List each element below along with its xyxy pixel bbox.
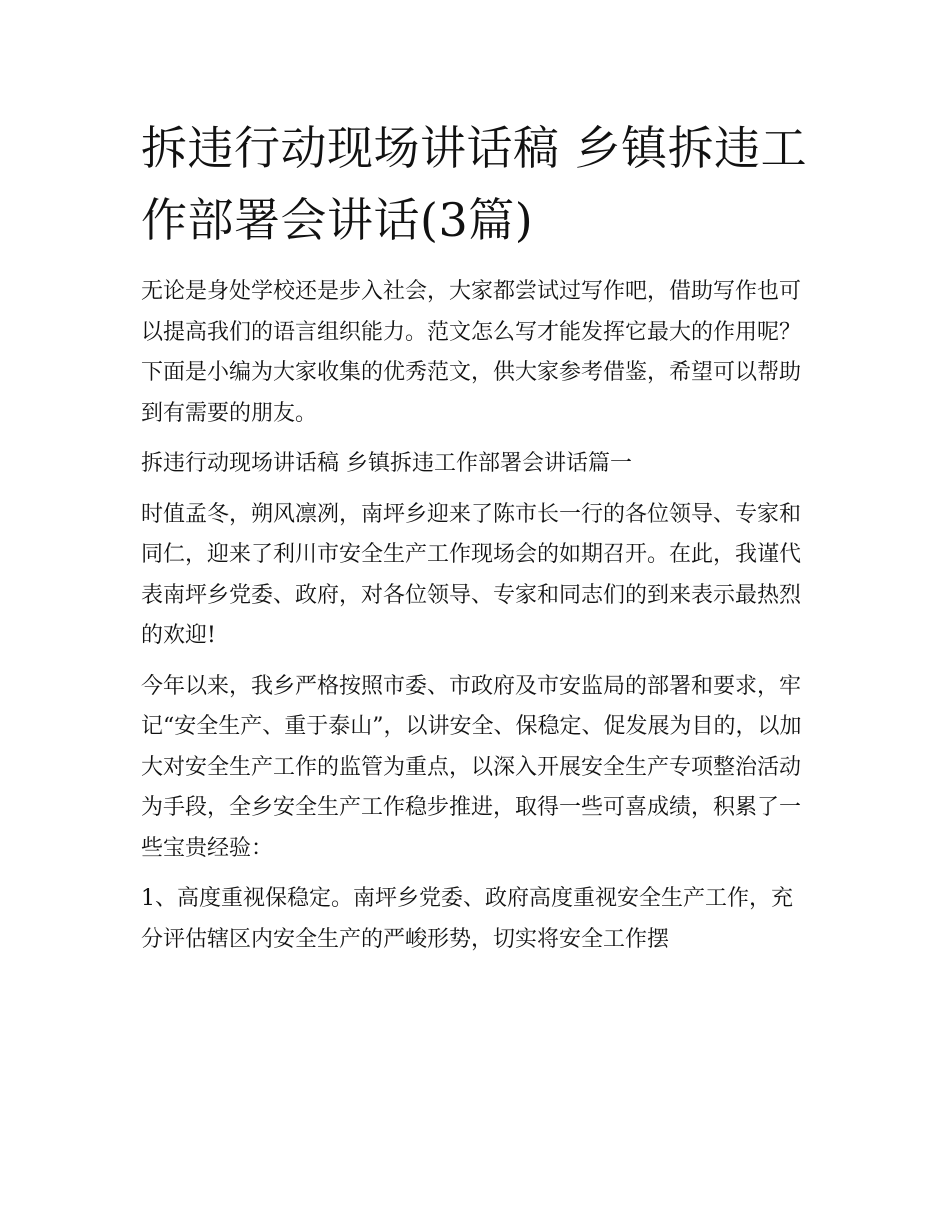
document-page	[141, 112, 813, 960]
body-paragraph: 1、高度重视保稳定。南坪乡党委、政府高度重视安全生产工作，充分评估辖区内安全生产的严峻形势，切实将安全工作摆	[141, 886, 793, 952]
body-paragraph: 时值孟冬，朔风凛冽，南坪乡迎来了陈市长一行的各位领导、专家和同仁，迎来了利川市安全生产工作现场会的如期召开。在此，我谨代表南坪乡党委、政府，对各位领导、专家和同志们的到来表示最热烈的欢迎!	[141, 501, 802, 648]
body-paragraph: 今年以来，我乡严格按照市委、市政府及市安监局的部署和要求，牢记“安全生产、重于泰山”，以讲安全、保稳定、促发展为目的，以加大对安全生产工作的监管为重点，以深入开展安全生产专项整治活动为手段，全乡安全生产工作稳步推进，取得一些可喜成绩，积累了一些宝贵经验：	[141, 673, 802, 861]
section-heading: 拆违行动现场讲话稿 乡镇拆违工作部署会讲话篇一	[141, 451, 632, 476]
intro-paragraph: 无论是身处学校还是步入社会，大家都尝试过写作吧，借助写作也可以提高我们的语言组织能力。范文怎么写才能发挥它最大的作用呢？下面是小编为大家收集的优秀范文，供大家参考借鉴，希望可以帮助到有需要的朋友。	[141, 279, 802, 426]
document-title: 拆违行动现场讲话稿 乡镇拆违工作部署会讲话(3篇)	[141, 121, 808, 247]
